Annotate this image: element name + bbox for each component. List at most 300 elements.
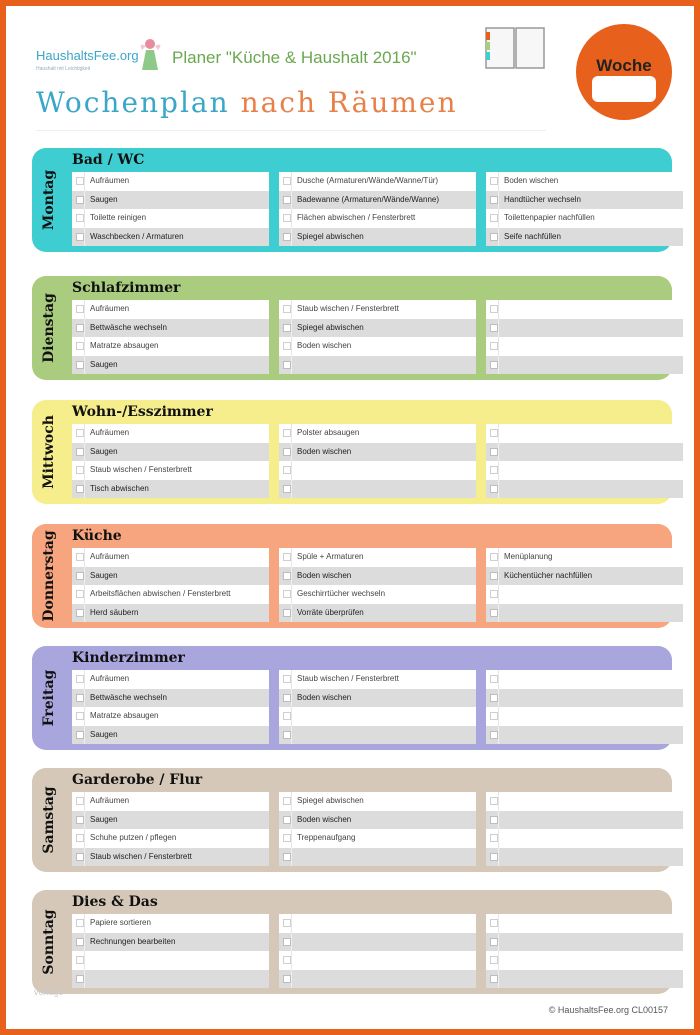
row-separator	[498, 548, 499, 567]
task-column	[279, 914, 476, 988]
task-checkbox[interactable]	[283, 429, 291, 437]
task-checkbox[interactable]	[76, 448, 84, 456]
day-label	[34, 276, 64, 380]
day-text: Donnerstag	[41, 530, 57, 622]
task-checkbox[interactable]	[490, 466, 498, 474]
task-column	[486, 914, 683, 988]
task-label: Boden wischen	[297, 570, 352, 580]
task-row	[72, 829, 269, 848]
task-checkbox[interactable]	[283, 361, 291, 369]
task-row	[279, 567, 476, 586]
task-checkbox[interactable]	[490, 609, 498, 617]
week-badge	[576, 24, 672, 120]
section-dienstag	[32, 276, 672, 380]
task-label: Boden wischen	[297, 692, 352, 702]
row-separator	[291, 228, 292, 247]
task-label: Seife nachfüllen	[504, 231, 561, 241]
task-row	[486, 337, 683, 356]
row-separator	[84, 792, 85, 811]
room-title: Küche	[72, 528, 122, 544]
task-checkbox[interactable]	[490, 305, 498, 313]
planner-title: Planer "Küche & Haushalt 2016"	[172, 48, 417, 67]
task-label: Waschbecken / Armaturen	[90, 231, 184, 241]
task-row	[279, 337, 476, 356]
row-separator	[291, 461, 292, 480]
page-title-part-1: Wochenplan	[36, 86, 230, 119]
row-separator	[498, 461, 499, 480]
task-label: Arbeitsflächen abwischen / Fensterbrett	[90, 589, 231, 598]
task-checkbox[interactable]	[490, 324, 498, 332]
row-separator	[291, 792, 292, 811]
task-row	[486, 172, 683, 191]
task-checkbox[interactable]	[490, 975, 498, 983]
task-row	[72, 792, 269, 811]
task-row	[72, 933, 269, 952]
task-checkbox[interactable]	[76, 214, 84, 222]
task-checkbox[interactable]	[76, 975, 84, 983]
book-icon	[484, 26, 546, 70]
task-column	[72, 424, 269, 498]
task-label: Saugen	[90, 194, 118, 204]
task-row	[72, 228, 269, 247]
task-row	[279, 191, 476, 210]
row-separator	[498, 424, 499, 443]
task-row	[279, 209, 476, 228]
task-checkbox[interactable]	[76, 342, 84, 350]
row-separator	[291, 726, 292, 745]
row-separator	[84, 811, 85, 830]
task-label: Treppenaufgang	[297, 833, 356, 842]
task-checkbox[interactable]	[76, 485, 84, 493]
task-column	[279, 670, 476, 744]
task-label: Aufräumen	[90, 176, 130, 185]
task-label: Boden wischen	[297, 814, 352, 824]
task-label: Dusche (Armaturen/Wände/Wanne/Tür)	[297, 176, 439, 185]
task-checkbox[interactable]	[283, 919, 291, 927]
task-row	[72, 191, 269, 210]
task-row	[279, 848, 476, 867]
task-checkbox[interactable]	[76, 553, 84, 561]
task-row	[279, 300, 476, 319]
task-column	[72, 670, 269, 744]
task-row	[486, 933, 683, 952]
row-separator	[291, 172, 292, 191]
task-checkbox[interactable]	[283, 938, 291, 946]
task-checkbox[interactable]	[283, 485, 291, 493]
task-row	[279, 548, 476, 567]
task-row	[279, 914, 476, 933]
task-checkbox[interactable]	[76, 712, 84, 720]
task-column	[486, 172, 683, 246]
task-checkbox[interactable]	[490, 675, 498, 683]
task-label: Aufräumen	[90, 428, 130, 437]
page-title-part-2: nach Räumen	[240, 86, 458, 119]
task-label: Toilette reinigen	[90, 213, 147, 222]
row-separator	[84, 567, 85, 586]
row-separator	[498, 848, 499, 867]
task-checkbox[interactable]	[76, 177, 84, 185]
task-checkbox[interactable]	[490, 797, 498, 805]
task-row	[486, 970, 683, 989]
task-checkbox[interactable]	[76, 361, 84, 369]
task-checkbox[interactable]	[283, 572, 291, 580]
task-row	[486, 670, 683, 689]
task-label: Staub wischen / Fensterbrett	[297, 304, 399, 313]
task-row	[486, 914, 683, 933]
task-checkbox[interactable]	[283, 853, 291, 861]
task-checkbox[interactable]	[283, 609, 291, 617]
task-checkbox[interactable]	[76, 466, 84, 474]
row-separator	[84, 970, 85, 989]
task-checkbox[interactable]	[76, 694, 84, 702]
row-separator	[498, 933, 499, 952]
task-checkbox[interactable]	[490, 590, 498, 598]
task-checkbox[interactable]	[76, 834, 84, 842]
row-separator	[291, 970, 292, 989]
section-montag	[32, 148, 672, 252]
task-row	[72, 337, 269, 356]
task-row	[72, 548, 269, 567]
watermark: vorlage	[34, 987, 64, 997]
row-separator	[291, 951, 292, 970]
day-text: Freitag	[41, 669, 57, 727]
task-row	[72, 480, 269, 499]
task-row	[486, 424, 683, 443]
task-column	[279, 548, 476, 622]
row-separator	[498, 567, 499, 586]
day-label	[34, 400, 64, 504]
row-separator	[291, 548, 292, 567]
task-checkbox[interactable]	[76, 324, 84, 332]
row-separator	[84, 300, 85, 319]
task-row	[279, 172, 476, 191]
task-label: Boden wischen	[297, 341, 352, 350]
task-row	[486, 228, 683, 247]
task-checkbox[interactable]	[283, 324, 291, 332]
row-separator	[291, 848, 292, 867]
task-row	[279, 726, 476, 745]
row-separator	[291, 689, 292, 708]
divider	[36, 130, 546, 131]
row-separator	[291, 933, 292, 952]
row-separator	[84, 914, 85, 933]
task-checkbox[interactable]	[490, 342, 498, 350]
task-checkbox[interactable]	[76, 816, 84, 824]
row-separator	[291, 585, 292, 604]
day-text: Samstag	[41, 786, 57, 854]
task-checkbox[interactable]	[283, 553, 291, 561]
task-label: Spiegel abwischen	[297, 322, 364, 332]
task-row	[486, 726, 683, 745]
task-checkbox[interactable]	[490, 553, 498, 561]
task-row	[486, 567, 683, 586]
week-number-field[interactable]	[592, 76, 656, 102]
task-checkbox[interactable]	[283, 466, 291, 474]
task-label: Polster absaugen	[297, 428, 360, 437]
task-label: Staub wischen / Fensterbrett	[90, 851, 192, 861]
task-row	[72, 567, 269, 586]
task-column	[486, 424, 683, 498]
task-row	[279, 319, 476, 338]
task-checkbox[interactable]	[283, 816, 291, 824]
task-row	[279, 604, 476, 623]
task-row	[279, 480, 476, 499]
task-label: Saugen	[90, 729, 118, 739]
task-label: Handtücher wechseln	[504, 194, 581, 204]
task-checkbox[interactable]	[490, 853, 498, 861]
task-label: Menüplanung	[504, 552, 553, 561]
task-checkbox[interactable]	[283, 956, 291, 964]
row-separator	[84, 172, 85, 191]
task-checkbox[interactable]	[490, 938, 498, 946]
row-separator	[84, 829, 85, 848]
task-label: Boden wischen	[504, 176, 559, 185]
task-label: Rechnungen bearbeiten	[90, 936, 176, 946]
row-separator	[84, 191, 85, 210]
task-checkbox[interactable]	[283, 975, 291, 983]
task-checkbox[interactable]	[283, 177, 291, 185]
task-checkbox[interactable]	[490, 361, 498, 369]
task-checkbox[interactable]	[76, 233, 84, 241]
logo-tagline: Haushalt mit Leichtigkeit	[36, 66, 91, 72]
task-row	[486, 191, 683, 210]
task-row	[72, 209, 269, 228]
row-separator	[84, 848, 85, 867]
task-checkbox[interactable]	[76, 675, 84, 683]
task-checkbox[interactable]	[283, 797, 291, 805]
row-separator	[498, 480, 499, 499]
task-label: Saugen	[90, 359, 118, 369]
task-checkbox[interactable]	[490, 816, 498, 824]
task-checkbox[interactable]	[490, 233, 498, 241]
task-checkbox[interactable]	[76, 956, 84, 964]
task-label: Boden wischen	[297, 446, 352, 456]
task-label: Aufräumen	[90, 304, 130, 313]
task-row	[279, 933, 476, 952]
day-label	[34, 768, 64, 872]
task-checkbox[interactable]	[76, 797, 84, 805]
task-checkbox[interactable]	[76, 572, 84, 580]
task-column	[486, 670, 683, 744]
task-row	[279, 670, 476, 689]
task-checkbox[interactable]	[283, 834, 291, 842]
task-checkbox[interactable]	[283, 305, 291, 313]
row-separator	[291, 480, 292, 499]
task-column	[486, 300, 683, 374]
row-separator	[291, 191, 292, 210]
task-checkbox[interactable]	[283, 694, 291, 702]
row-separator	[291, 914, 292, 933]
row-separator	[84, 604, 85, 623]
logo	[36, 36, 166, 76]
row-separator	[84, 228, 85, 247]
task-label: Spiegel abwischen	[297, 231, 364, 241]
task-checkbox[interactable]	[490, 919, 498, 927]
row-separator	[498, 300, 499, 319]
task-row	[486, 461, 683, 480]
row-separator	[498, 585, 499, 604]
room-title: Garderobe / Flur	[72, 772, 203, 788]
row-separator	[84, 319, 85, 338]
task-row	[486, 689, 683, 708]
row-separator	[84, 548, 85, 567]
task-row	[72, 951, 269, 970]
row-separator	[498, 228, 499, 247]
task-row	[486, 707, 683, 726]
task-column	[72, 548, 269, 622]
task-label: Staub wischen / Fensterbrett	[90, 465, 192, 474]
task-checkbox[interactable]	[283, 590, 291, 598]
task-checkbox[interactable]	[490, 834, 498, 842]
row-separator	[291, 811, 292, 830]
task-checkbox[interactable]	[283, 675, 291, 683]
task-row	[486, 209, 683, 228]
section-donnerstag	[32, 524, 672, 628]
task-checkbox[interactable]	[490, 694, 498, 702]
task-checkbox[interactable]	[76, 196, 84, 204]
room-title: Dies & Das	[72, 894, 158, 910]
task-row	[279, 707, 476, 726]
task-label: Bettwäsche wechseln	[90, 322, 167, 332]
task-row	[486, 829, 683, 848]
task-row	[279, 829, 476, 848]
room-title: Bad / WC	[72, 152, 145, 168]
task-checkbox[interactable]	[76, 590, 84, 598]
task-row	[279, 811, 476, 830]
week-label: Woche	[596, 56, 652, 75]
row-separator	[291, 319, 292, 338]
task-row	[279, 585, 476, 604]
task-row	[72, 461, 269, 480]
row-separator	[498, 172, 499, 191]
task-checkbox[interactable]	[490, 429, 498, 437]
task-checkbox[interactable]	[283, 448, 291, 456]
task-label: Herd säubern	[90, 607, 139, 617]
task-checkbox[interactable]	[76, 305, 84, 313]
task-checkbox[interactable]	[490, 731, 498, 739]
task-checkbox[interactable]	[490, 196, 498, 204]
task-column	[279, 300, 476, 374]
task-checkbox[interactable]	[490, 214, 498, 222]
day-label	[34, 890, 64, 994]
task-column	[279, 172, 476, 246]
task-label: Aufräumen	[90, 552, 130, 561]
task-checkbox[interactable]	[490, 956, 498, 964]
task-label: Saugen	[90, 570, 118, 580]
task-checkbox[interactable]	[283, 731, 291, 739]
task-row	[72, 689, 269, 708]
page-title	[36, 86, 458, 119]
task-row	[72, 726, 269, 745]
task-row	[72, 914, 269, 933]
room-title: Wohn-/Esszimmer	[72, 404, 213, 420]
task-label: Toilettenpapier nachfüllen	[504, 213, 595, 222]
room-title: Schlafzimmer	[72, 280, 181, 296]
task-row	[486, 951, 683, 970]
row-separator	[291, 670, 292, 689]
task-row	[279, 443, 476, 462]
row-separator	[84, 356, 85, 375]
task-checkbox[interactable]	[76, 731, 84, 739]
day-label	[34, 646, 64, 750]
task-row	[486, 319, 683, 338]
task-checkbox[interactable]	[490, 177, 498, 185]
task-checkbox[interactable]	[76, 429, 84, 437]
task-row	[486, 356, 683, 375]
task-column	[279, 792, 476, 866]
task-checkbox[interactable]	[490, 712, 498, 720]
row-separator	[291, 300, 292, 319]
task-checkbox[interactable]	[76, 938, 84, 946]
task-label: Staub wischen / Fensterbrett	[297, 674, 399, 683]
task-label: Schuhe putzen / pflegen	[90, 833, 177, 842]
task-label: Saugen	[90, 814, 118, 824]
day-text: Mittwoch	[41, 415, 57, 489]
task-row	[486, 604, 683, 623]
task-checkbox[interactable]	[490, 448, 498, 456]
row-separator	[291, 209, 292, 228]
task-checkbox[interactable]	[76, 609, 84, 617]
row-separator	[84, 951, 85, 970]
row-separator	[84, 209, 85, 228]
task-checkbox[interactable]	[76, 853, 84, 861]
section-sonntag	[32, 890, 672, 994]
task-row	[486, 585, 683, 604]
task-checkbox[interactable]	[283, 712, 291, 720]
task-row	[279, 951, 476, 970]
copyright: © HaushaltsFee.org CL00157	[548, 1005, 668, 1015]
task-row	[72, 604, 269, 623]
task-label: Saugen	[90, 446, 118, 456]
task-row	[72, 585, 269, 604]
day-label	[34, 148, 64, 252]
task-checkbox[interactable]	[283, 233, 291, 241]
task-row	[72, 811, 269, 830]
task-row	[486, 848, 683, 867]
task-checkbox[interactable]	[76, 919, 84, 927]
task-row	[486, 548, 683, 567]
row-separator	[498, 356, 499, 375]
row-separator	[291, 424, 292, 443]
task-label: Matratze absaugen	[90, 711, 159, 720]
row-separator	[84, 726, 85, 745]
task-row	[72, 172, 269, 191]
row-separator	[291, 567, 292, 586]
task-checkbox[interactable]	[490, 572, 498, 580]
section-mittwoch	[32, 400, 672, 504]
task-label: Aufräumen	[90, 796, 130, 805]
task-checkbox[interactable]	[283, 196, 291, 204]
task-column	[279, 424, 476, 498]
task-column	[72, 300, 269, 374]
task-row	[279, 461, 476, 480]
task-checkbox[interactable]	[283, 342, 291, 350]
task-label: Geschirrtücher wechseln	[297, 589, 386, 598]
row-separator	[84, 670, 85, 689]
row-separator	[498, 914, 499, 933]
day-text: Dienstag	[41, 293, 57, 363]
task-column	[72, 172, 269, 246]
task-checkbox[interactable]	[283, 214, 291, 222]
row-separator	[291, 604, 292, 623]
row-separator	[498, 970, 499, 989]
row-separator	[84, 707, 85, 726]
task-column	[72, 914, 269, 988]
planner-page	[6, 6, 694, 1029]
task-checkbox[interactable]	[490, 485, 498, 493]
task-row	[486, 480, 683, 499]
task-row	[486, 792, 683, 811]
